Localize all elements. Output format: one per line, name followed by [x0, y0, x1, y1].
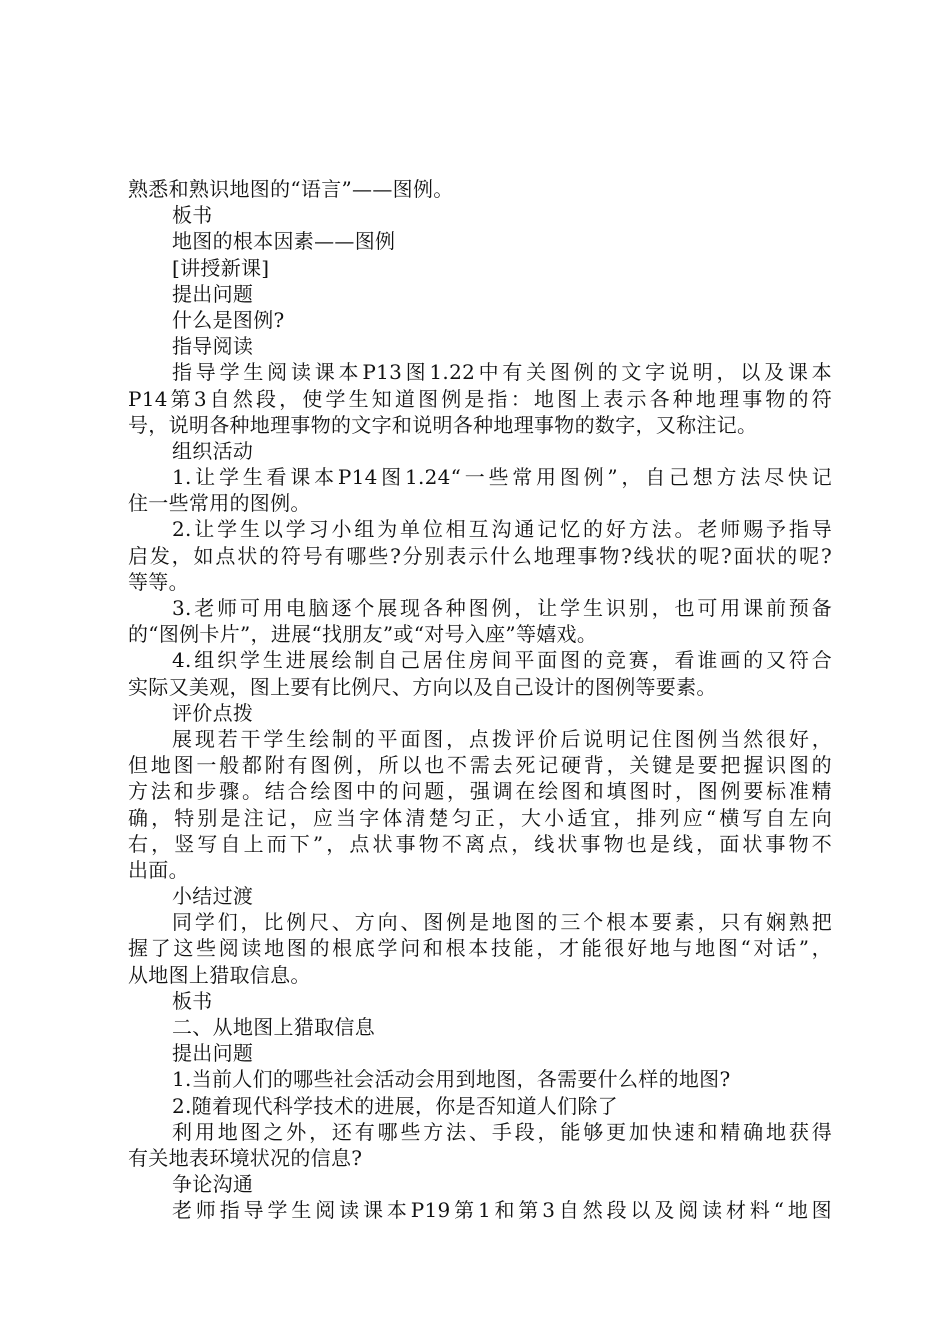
- text-line: 评价点拨: [172, 700, 254, 725]
- text-line: 二、从地图上猎取信息: [172, 1015, 375, 1039]
- text-line: 板书: [172, 203, 213, 228]
- text-line: 同学们，比例尺、方向、图例是地图的三个根本要素，只有娴熟把: [172, 910, 832, 935]
- text-line: 什么是图例?: [172, 307, 285, 332]
- text-line: 组织活动: [172, 438, 254, 463]
- text-line: 老师指导学生阅读课本P19第1和第3自然段以及阅读材料“地图: [172, 1198, 832, 1223]
- text-line: 地图的根本因素——图例: [172, 229, 396, 254]
- text-line: 住一些常用的图例。: [128, 491, 311, 516]
- text-line: P14第3自然段，使学生知道图例是指：地图上表示各种地理事物的符: [128, 386, 832, 411]
- text-line: 指导学生阅读课本P13图1.22中有关图例的文字说明，以及课本: [172, 360, 832, 385]
- text-line: 右，竖写自上而下”，点状事物不离点，线状事物也是线，面状事物不: [128, 831, 832, 856]
- text-line: [讲授新课]: [172, 255, 270, 280]
- text-line: 争论沟通: [172, 1172, 254, 1197]
- text-line: 有关地表环境状况的信息?: [128, 1145, 363, 1170]
- text-line: 实际又美观，图上要有比例尺、方向以及自己设计的图例等要素。: [128, 674, 717, 699]
- text-line: 但地图一般都附有图例，所以也不需去死记硬背，关键是要把握识图的: [128, 753, 832, 778]
- text-line: 2.随着现代科学技术的进展，你是否知道人们除了: [172, 1093, 618, 1118]
- text-line: 号，说明各种地理事物的文字和说明各种地理事物的数字，又称注记。: [128, 412, 758, 437]
- text-line: 提出问题: [172, 281, 254, 306]
- text-line: 2.让学生以学习小组为单位相互沟通记忆的好方法。老师赐予指导: [172, 517, 832, 542]
- text-line: 展现若干学生绘制的平面图，点拨评价后说明记住图例当然很好，: [172, 726, 832, 751]
- text-line: 1.让学生看课本P14图1.24“一些常用图例”，自己想方法尽快记: [172, 465, 832, 490]
- text-line: 熟悉和熟识地图的“语言”——图例。: [128, 177, 454, 201]
- text-line: 小结过渡: [172, 884, 254, 909]
- document-body: [128, 176, 832, 1224]
- text-line: 板书: [172, 988, 213, 1013]
- text-line: 启发，如点状的符号有哪些?分别表示什么地理事物?线状的呢?面状的呢?: [128, 543, 832, 568]
- text-line: 从地图上猎取信息。: [128, 962, 311, 987]
- text-line: 握了这些阅读地图的根底学问和根本技能，才能很好地与地图“对话”，: [128, 936, 832, 961]
- text-line: 确，特别是注记，应当字体清楚匀正，大小适宜，排列应“横写自左向: [128, 805, 832, 830]
- text-line: 指导阅读: [172, 334, 254, 359]
- text-line: 出面。: [128, 857, 189, 882]
- text-line: 4.组织学生进展绘制自己居住房间平面图的竞赛，看谁画的又符合: [172, 648, 832, 673]
- text-line: 提出问题: [172, 1041, 254, 1066]
- text-line: 1.当前人们的哪些社会活动会用到地图，各需要什么样的地图?: [172, 1067, 731, 1092]
- text-line: 方法和步骤。结合绘图中的问题，强调在绘图和填图时，图例要标准精: [128, 779, 832, 804]
- text-line: 3.老师可用电脑逐个展现各种图例，让学生识别，也可用课前预备: [172, 596, 832, 620]
- text-line: 等等。: [128, 569, 189, 594]
- text-line: 利用地图之外，还有哪些方法、手段，能够更加快速和精确地获得: [172, 1119, 832, 1144]
- text-line: 的“图例卡片”，进展“找朋友”或“对号入座”等嬉戏。: [128, 622, 598, 647]
